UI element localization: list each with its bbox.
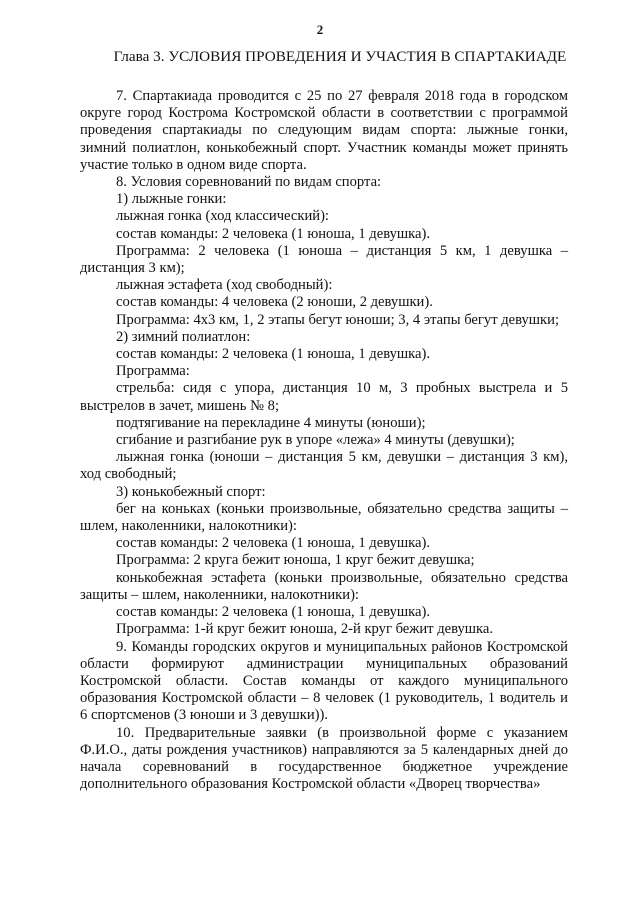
document-body <box>80 88 568 793</box>
section-winter-polyathlon: 2) зимний полиатлон: <box>116 328 251 345</box>
list-item: лыжная гонка (юноши – дистанция 5 км, девушки – дистанция 3 км), ход свободный; <box>80 449 568 483</box>
list-item: бег на коньках (коньки произвольные, обязательно средства защиты – шлем, наколенники, налокотники): <box>80 500 568 535</box>
list-item: подтягивание на перекладине 4 минуты (юноши); <box>116 414 426 431</box>
list-item: состав команды: 2 человека (1 юноша, 1 девушка). <box>116 225 430 242</box>
list-item: Программа: 2 человека (1 юноша – дистанция 5 км, 1 девушка – дистанция 3 км); <box>80 242 568 277</box>
list-item: состав команды: 2 человека (1 юноша, 1 девушка). <box>116 604 430 621</box>
paragraph-10: 10. Предварительные заявки (в произвольной форме с указанием Ф.И.О., даты рождения участников) направляются за 5 календарных дней до начала соревнований в государственное бюджетное учреждение дополнительного образования Костромской области «Дворец творчества» <box>80 724 568 793</box>
paragraph-9: 9. Команды городских округов и муниципальных районов Костромской области формируют администрации муниципальных образований Костромской области. Состав команды от каждого муниципального образования Костромской области – 8 человек (1 руководитель, 1 водитель и 6 спортсменов (3 юноши и 3 девушки)). <box>80 638 568 724</box>
chapter-title: Глава 3. УСЛОВИЯ ПРОВЕДЕНИЯ И УЧАСТИЯ В СПАРТАКИАДЕ <box>113 48 567 65</box>
list-item: стрельба: сидя с упора, дистанция 10 м, 3 пробных выстрела и 5 выстрелов в зачет, мишень № 8; <box>80 380 568 414</box>
list-item: лыжная эстафета (ход свободный): <box>116 277 333 294</box>
paragraph-7: 7. Спартакиада проводится с 25 по 27 февраля 2018 года в городском округе город Кострома Костромской области в соответствии с программой проведения спартакиады по следующим видам спорта: лыжные гонки, зимний полиатлон, конькобежный спорт. Участник команды может принять участие только в одном виде спорта. <box>80 88 568 173</box>
list-item: состав команды: 4 человека (2 юноши, 2 девушки). <box>116 294 433 311</box>
list-item: Программа: <box>116 363 190 380</box>
list-item: состав команды: 2 человека (1 юноша, 1 девушка). <box>116 535 430 552</box>
list-item: Программа: 2 круга бежит юноша, 1 круг бежит девушка; <box>116 552 475 569</box>
list-item: состав команды: 2 человека (1 юноша, 1 девушка). <box>116 346 430 363</box>
list-item: лыжная гонка (ход классический): <box>116 208 329 225</box>
list-item: конькобежная эстафета (коньки произвольные, обязательно средства защиты – шлем, наколенники, налокотники): <box>80 569 568 603</box>
list-item: Программа: 4х3 км, 1, 2 этапы бегут юноши; 3, 4 этапы бегут девушки; <box>116 311 559 328</box>
section-speed-skating: 3) конькобежный спорт: <box>116 483 266 500</box>
paragraph-8: 8. Условия соревнований по видам спорта: <box>116 174 382 191</box>
section-ski-racing: 1) лыжные гонки: <box>116 191 227 208</box>
list-item: Программа: 1-й круг бежит юноша, 2-й круг бежит девушка. <box>116 621 494 638</box>
page-number: 2 <box>316 22 324 37</box>
list-item: сгибание и разгибание рук в упоре «лежа» 4 минуты (девушки); <box>116 432 515 449</box>
